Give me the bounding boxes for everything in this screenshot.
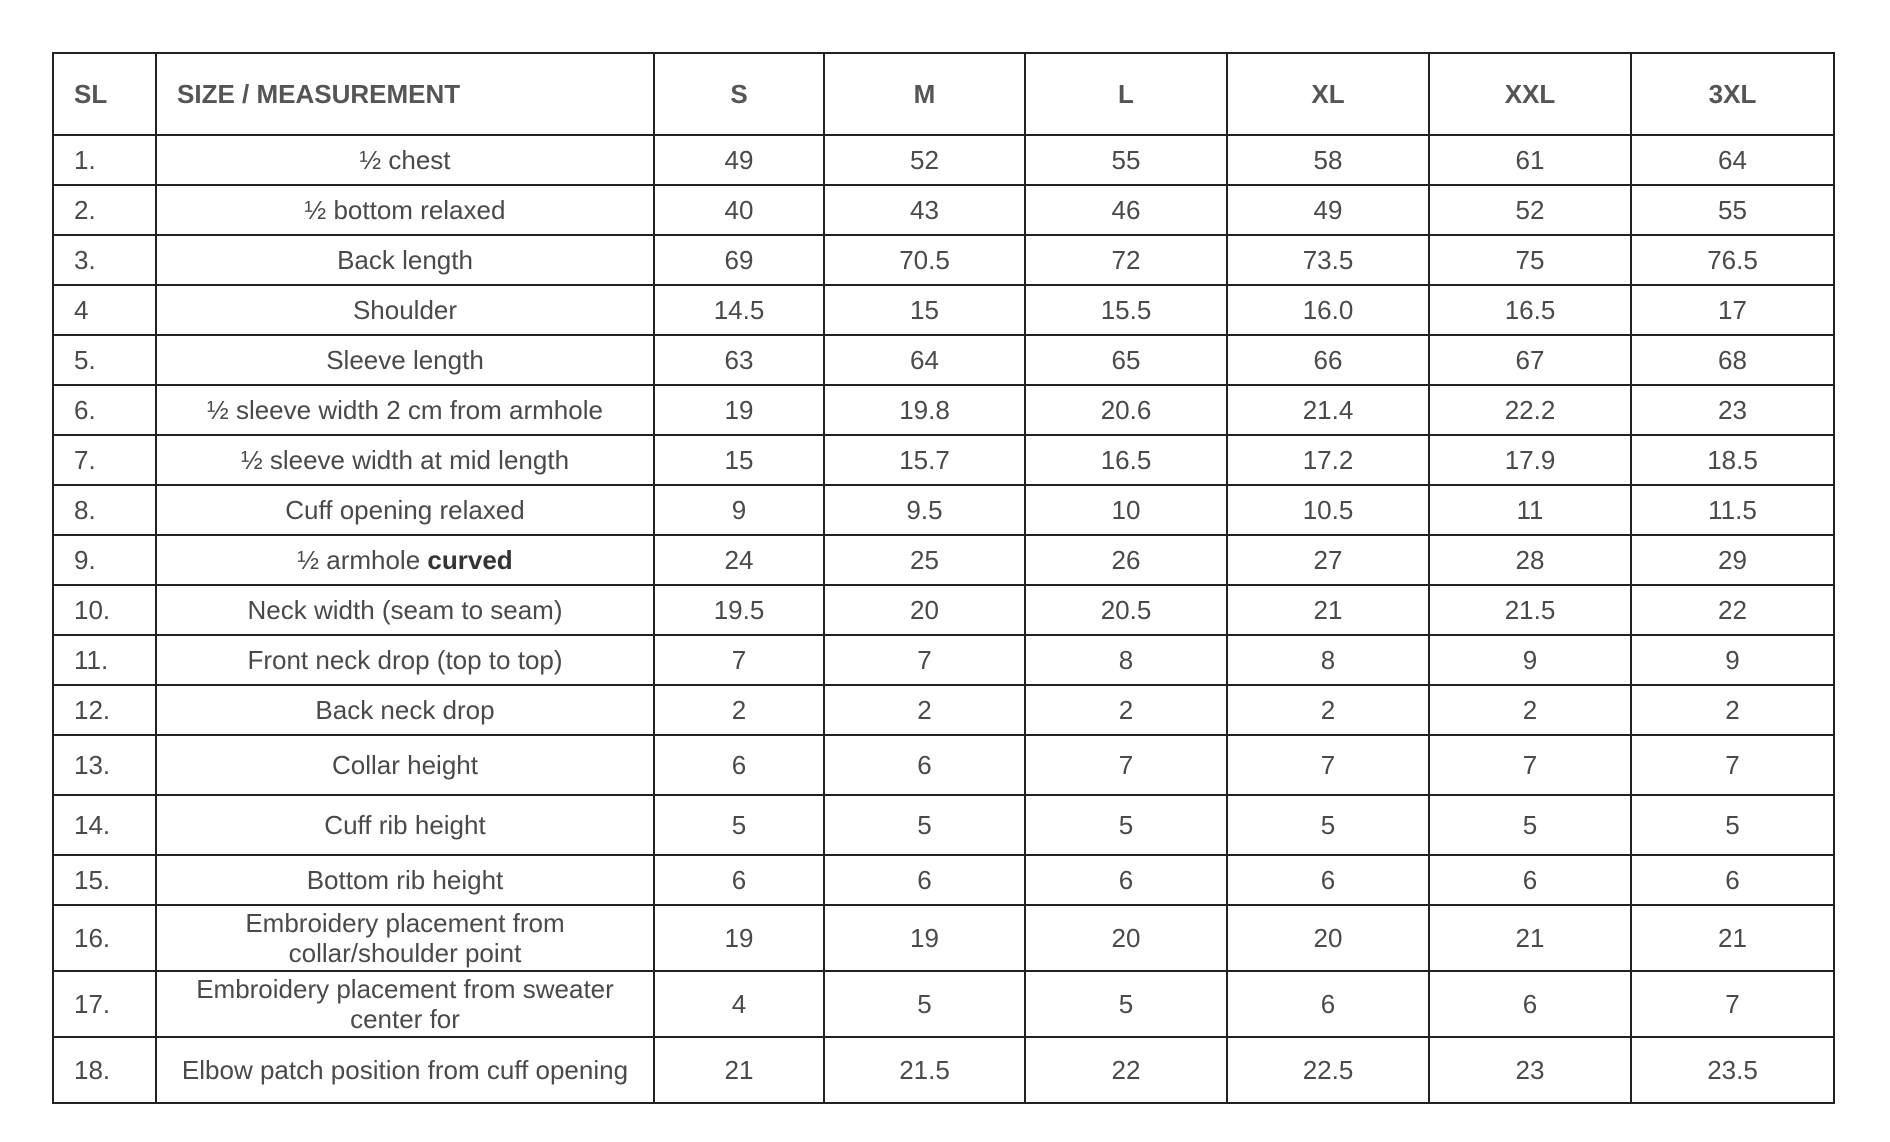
cell-measurement-label	[156, 635, 654, 685]
cell-value-s: 19	[654, 905, 824, 971]
cell-measurement-label	[156, 735, 654, 795]
cell-value-s: 9	[654, 485, 824, 535]
cell-value-l: 46	[1025, 185, 1227, 235]
cell-value-3xl: 64	[1631, 135, 1834, 185]
header-size-3xl: 3XL	[1631, 53, 1834, 135]
table-row	[53, 335, 1834, 385]
cell-sl: 4	[53, 285, 156, 335]
cell-value-3xl: 18.5	[1631, 435, 1834, 485]
header-row	[53, 53, 1834, 135]
measurement-label: Back neck drop	[315, 695, 495, 725]
measurement-label: Collar height	[332, 750, 478, 780]
cell-value-3xl: 17	[1631, 285, 1834, 335]
cell-measurement-label	[156, 971, 654, 1037]
measurement-label: Cuff rib height	[324, 810, 486, 840]
cell-value-s: 7	[654, 635, 824, 685]
header-measurement: SIZE / MEASUREMENT	[156, 53, 654, 135]
cell-value-s: 19	[654, 385, 824, 435]
cell-value-xl: 6	[1227, 971, 1429, 1037]
cell-value-xxl: 2	[1429, 685, 1631, 735]
cell-value-3xl: 76.5	[1631, 235, 1834, 285]
cell-value-xl: 6	[1227, 855, 1429, 905]
cell-value-3xl: 11.5	[1631, 485, 1834, 535]
header-size-xxl: XXL	[1429, 53, 1631, 135]
cell-value-3xl: 22	[1631, 585, 1834, 635]
cell-measurement-label	[156, 535, 654, 585]
cell-measurement-label	[156, 485, 654, 535]
cell-sl: 3.	[53, 235, 156, 285]
cell-value-l: 22	[1025, 1037, 1227, 1103]
cell-value-xxl: 6	[1429, 855, 1631, 905]
table-row	[53, 385, 1834, 435]
cell-value-xxl: 5	[1429, 795, 1631, 855]
measurement-label: Neck width (seam to seam)	[247, 595, 563, 625]
cell-value-xl: 27	[1227, 535, 1429, 585]
cell-value-3xl: 6	[1631, 855, 1834, 905]
measurement-label: Sleeve length	[326, 345, 484, 375]
cell-value-l: 20	[1025, 905, 1227, 971]
cell-sl: 6.	[53, 385, 156, 435]
cell-measurement-label	[156, 1037, 654, 1103]
header-size-s: S	[654, 53, 824, 135]
cell-measurement-label	[156, 795, 654, 855]
cell-value-3xl: 68	[1631, 335, 1834, 385]
measurement-label: Bottom rib height	[306, 865, 504, 895]
cell-value-3xl: 23.5	[1631, 1037, 1834, 1103]
cell-value-m: 19.8	[824, 385, 1025, 435]
cell-value-3xl: 21	[1631, 905, 1834, 971]
cell-value-xxl: 7	[1429, 735, 1631, 795]
table-row	[53, 971, 1834, 1037]
cell-value-xxl: 6	[1429, 971, 1631, 1037]
cell-value-xxl: 16.5	[1429, 285, 1631, 335]
measurement-label: Back length	[337, 245, 473, 275]
cell-value-l: 10	[1025, 485, 1227, 535]
cell-value-s: 21	[654, 1037, 824, 1103]
cell-value-l: 65	[1025, 335, 1227, 385]
cell-value-s: 6	[654, 855, 824, 905]
cell-sl: 9.	[53, 535, 156, 585]
table-row	[53, 235, 1834, 285]
cell-value-xxl: 75	[1429, 235, 1631, 285]
cell-sl: 15.	[53, 855, 156, 905]
table-row	[53, 535, 1834, 585]
cell-value-m: 15	[824, 285, 1025, 335]
cell-value-s: 6	[654, 735, 824, 795]
table-row	[53, 685, 1834, 735]
measurement-label-emphasis: curved	[427, 545, 513, 575]
cell-value-s: 2	[654, 685, 824, 735]
cell-value-l: 6	[1025, 855, 1227, 905]
cell-sl: 5.	[53, 335, 156, 385]
cell-value-l: 15.5	[1025, 285, 1227, 335]
cell-value-l: 16.5	[1025, 435, 1227, 485]
table-body	[53, 135, 1834, 1103]
cell-sl: 13.	[53, 735, 156, 795]
size-chart-sheet	[52, 52, 1833, 1104]
cell-measurement-label	[156, 435, 654, 485]
cell-value-s: 49	[654, 135, 824, 185]
table-row	[53, 735, 1834, 795]
cell-value-xxl: 28	[1429, 535, 1631, 585]
cell-value-xxl: 11	[1429, 485, 1631, 535]
measurement-label: Front neck drop (top to top)	[247, 645, 563, 675]
measurement-label: ½ armhole	[297, 545, 421, 575]
cell-value-l: 7	[1025, 735, 1227, 795]
cell-value-m: 15.7	[824, 435, 1025, 485]
table-row	[53, 435, 1834, 485]
cell-value-m: 5	[824, 795, 1025, 855]
measurement-label: Cuff opening relaxed	[285, 495, 525, 525]
table-row	[53, 135, 1834, 185]
cell-sl: 2.	[53, 185, 156, 235]
cell-value-xxl: 23	[1429, 1037, 1631, 1103]
cell-value-l: 5	[1025, 971, 1227, 1037]
cell-value-m: 43	[824, 185, 1025, 235]
size-measurement-table	[52, 52, 1835, 1104]
cell-measurement-label	[156, 585, 654, 635]
cell-measurement-label	[156, 905, 654, 971]
cell-value-xl: 2	[1227, 685, 1429, 735]
measurement-label: ½ bottom relaxed	[304, 195, 506, 225]
cell-value-s: 24	[654, 535, 824, 585]
cell-value-m: 70.5	[824, 235, 1025, 285]
cell-value-s: 19.5	[654, 585, 824, 635]
cell-value-m: 7	[824, 635, 1025, 685]
measurement-label: ½ sleeve width at mid length	[240, 445, 570, 475]
measurement-label: Embroidery placement from collar/shoulder point	[245, 908, 565, 968]
cell-value-xxl: 21.5	[1429, 585, 1631, 635]
cell-measurement-label	[156, 235, 654, 285]
cell-measurement-label	[156, 285, 654, 335]
cell-value-xxl: 17.9	[1429, 435, 1631, 485]
cell-value-s: 40	[654, 185, 824, 235]
cell-value-xl: 20	[1227, 905, 1429, 971]
cell-value-xxl: 21	[1429, 905, 1631, 971]
cell-value-3xl: 29	[1631, 535, 1834, 585]
cell-value-xl: 73.5	[1227, 235, 1429, 285]
cell-value-3xl: 5	[1631, 795, 1834, 855]
table-row	[53, 1037, 1834, 1103]
cell-value-m: 64	[824, 335, 1025, 385]
cell-value-m: 21.5	[824, 1037, 1025, 1103]
cell-value-xl: 21	[1227, 585, 1429, 635]
cell-value-s: 63	[654, 335, 824, 385]
measurement-label: ½ chest	[359, 145, 451, 175]
cell-value-s: 15	[654, 435, 824, 485]
cell-measurement-label	[156, 685, 654, 735]
table-row	[53, 855, 1834, 905]
cell-sl: 7.	[53, 435, 156, 485]
cell-value-l: 55	[1025, 135, 1227, 185]
measurement-label: Elbow patch position from cuff opening	[181, 1055, 629, 1085]
cell-sl: 10.	[53, 585, 156, 635]
cell-measurement-label	[156, 385, 654, 435]
cell-measurement-label	[156, 135, 654, 185]
cell-sl: 11.	[53, 635, 156, 685]
cell-value-3xl: 7	[1631, 971, 1834, 1037]
cell-value-m: 6	[824, 735, 1025, 795]
cell-measurement-label	[156, 335, 654, 385]
cell-value-xl: 66	[1227, 335, 1429, 385]
cell-value-s: 14.5	[654, 285, 824, 335]
table-row	[53, 795, 1834, 855]
cell-value-xl: 17.2	[1227, 435, 1429, 485]
cell-value-3xl: 23	[1631, 385, 1834, 435]
cell-value-l: 5	[1025, 795, 1227, 855]
cell-value-xxl: 22.2	[1429, 385, 1631, 435]
cell-value-3xl: 7	[1631, 735, 1834, 795]
table-row	[53, 285, 1834, 335]
cell-value-m: 5	[824, 971, 1025, 1037]
cell-value-xl: 8	[1227, 635, 1429, 685]
cell-value-xl: 16.0	[1227, 285, 1429, 335]
cell-value-xl: 10.5	[1227, 485, 1429, 535]
cell-value-xl: 58	[1227, 135, 1429, 185]
measurement-label: Embroidery placement from sweater center for	[196, 974, 614, 1034]
cell-value-l: 26	[1025, 535, 1227, 585]
cell-value-m: 25	[824, 535, 1025, 585]
cell-value-xl: 49	[1227, 185, 1429, 235]
header-size-l: L	[1025, 53, 1227, 135]
measurement-label: Shoulder	[352, 295, 458, 325]
cell-value-m: 6	[824, 855, 1025, 905]
cell-measurement-label	[156, 855, 654, 905]
table-row	[53, 635, 1834, 685]
table-row	[53, 585, 1834, 635]
cell-value-l: 20.6	[1025, 385, 1227, 435]
header-sl: SL	[53, 53, 156, 135]
cell-sl: 18.	[53, 1037, 156, 1103]
cell-sl: 1.	[53, 135, 156, 185]
cell-value-xxl: 9	[1429, 635, 1631, 685]
cell-value-xl: 7	[1227, 735, 1429, 795]
table-row	[53, 485, 1834, 535]
cell-value-3xl: 9	[1631, 635, 1834, 685]
cell-sl: 8.	[53, 485, 156, 535]
cell-sl: 16.	[53, 905, 156, 971]
cell-value-m: 9.5	[824, 485, 1025, 535]
cell-sl: 14.	[53, 795, 156, 855]
header-size-xl: XL	[1227, 53, 1429, 135]
cell-sl: 17.	[53, 971, 156, 1037]
cell-value-xl: 5	[1227, 795, 1429, 855]
cell-value-s: 5	[654, 795, 824, 855]
cell-measurement-label	[156, 185, 654, 235]
table-row	[53, 185, 1834, 235]
cell-value-xl: 22.5	[1227, 1037, 1429, 1103]
cell-value-xl: 21.4	[1227, 385, 1429, 435]
cell-value-xxl: 52	[1429, 185, 1631, 235]
cell-value-m: 20	[824, 585, 1025, 635]
cell-value-m: 19	[824, 905, 1025, 971]
cell-value-xxl: 61	[1429, 135, 1631, 185]
header-size-m: M	[824, 53, 1025, 135]
cell-value-s: 4	[654, 971, 824, 1037]
cell-value-xxl: 67	[1429, 335, 1631, 385]
cell-value-l: 8	[1025, 635, 1227, 685]
measurement-label: ½ sleeve width 2 cm from armhole	[207, 395, 603, 425]
table-row	[53, 905, 1834, 971]
cell-value-s: 69	[654, 235, 824, 285]
cell-value-l: 2	[1025, 685, 1227, 735]
cell-value-3xl: 55	[1631, 185, 1834, 235]
cell-value-l: 20.5	[1025, 585, 1227, 635]
cell-value-m: 2	[824, 685, 1025, 735]
cell-sl: 12.	[53, 685, 156, 735]
cell-value-m: 52	[824, 135, 1025, 185]
cell-value-3xl: 2	[1631, 685, 1834, 735]
cell-value-l: 72	[1025, 235, 1227, 285]
